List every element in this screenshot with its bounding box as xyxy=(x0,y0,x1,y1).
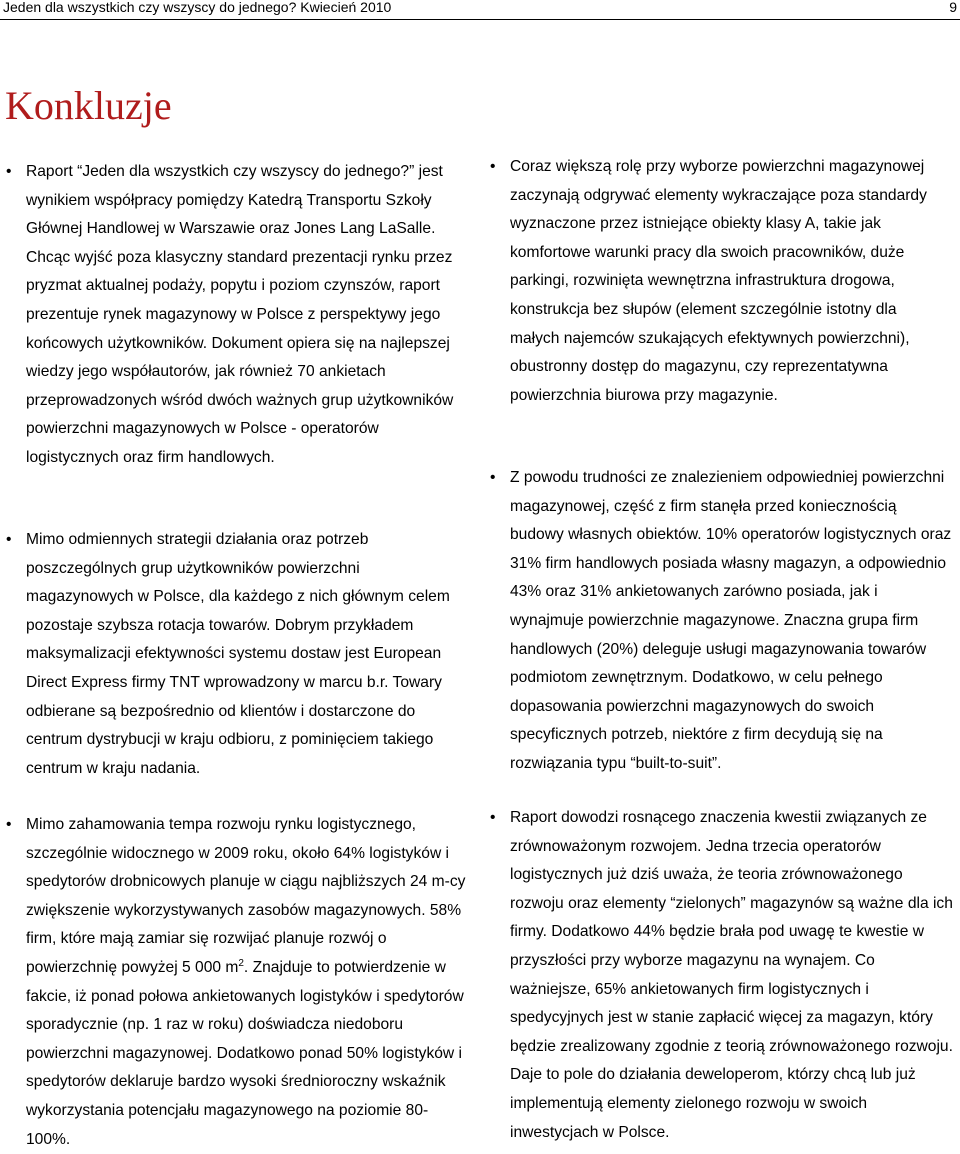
section-title: Konkluzje xyxy=(5,83,172,128)
bullet-text-part: . Znajduje to potwierdzenie w fakcie, iż ponad połowa ankietowanych logistyków i spedytorów sporadycznie (np. 1 raz w roku) doświadcza niedoboru powierzchni magazynowej. Dodatkowo ponad 50% logistyków i spedytorów deklaruje bardzo wysoki średnioroczny wskaźnik wykorzystania potencjału magazynowego na poziomie 80-100%. xyxy=(26,958,464,1148)
bullet-marker: • xyxy=(490,469,496,486)
bullet-marker: • xyxy=(6,163,12,180)
bullet-text: Z powodu trudności ze znalezieniem odpowiedniej powierzchni magazynowej, część z firm stanęła przed koniecznością budowy własnych obiektów. 10% operatorów logistycznych oraz 31% firm handlowych posiada własny magazyn, a odpowiednio 43% oraz 31% ankietowanych zarówno posiada, jak i wynajmuje powierzchnie magazynowe. Znaczna grupa firm handlowych (20%) deleguje usługi magazynowania towarów podmiotom zewnętrznym. Dodatkowo, w celu pełnego dopasowania powierzchni magazynowych do swoich specyficznych potrzeb, niektóre z firm decydują się na rozwiązania typu “built-to-suit”. xyxy=(510,469,952,772)
bullet-text: Coraz większą rolę przy wyborze powierzchni magazynowej zaczynają odgrywać elementy wykraczające poza standardy wyznaczone przez istniejące obiekty klasy A, takie jak komfortowe warunki pracy dla swoich pracowników, duże parkingi, rozwinięta wewnętrzna infrastruktura drogowa, konstrukcja bez słupów (element szczególnie istotny dla małych najemców szukających efektywnych powierzchni), obustronny dostęp do magazynu, czy reprezentatywna powierzchnia biurowa przy magazynie. xyxy=(510,158,927,404)
bullet-text: Raport dowodzi rosnącego znaczenia kwestii związanych ze zrównoważonym rozwojem. Jedna trzecia operatorów logistycznych już dziś uważa, że teoria zrównoważonego rozwoju oraz elementy “zielonych” magazynów są ważne dla ich firmy. Dodatkowo 44% będzie brała pod uwagę te kwestie w przyszłości przy wyborze magazynu na wynajem. Co ważniejsze, 65% ankietowanych firm logistycznych i spedycyjnych jest w stanie zapłacić więcej za magazyn, który będzie zrealizowany zgodnie z teorią zrównoważonego rozwoju. Daje to pole do działania deweloperom, którzy chcą lub już implementują elementy zielonego rozwoju w swoich inwestycjach w Polsce. xyxy=(510,809,953,1141)
page-number: 9 xyxy=(949,0,957,15)
bullet-marker: • xyxy=(490,809,496,826)
bullet-sustainability xyxy=(490,804,954,1147)
running-header xyxy=(0,0,960,20)
bullet-warehouse-selection xyxy=(490,153,950,410)
bullet-marker: • xyxy=(490,158,496,175)
bullet-goods-rotation xyxy=(6,526,466,783)
bullet-text: Raport “Jeden dla wszystkich czy wszyscy do jednego?” jest wynikiem współpracy pomiędzy Katedrą Transportu Szkoły Głównej Handlowej w Warszawie oraz Jones Lang LaSalle. Chcąc wyjść poza klasyczny standard prezentacji rynku przez pryzmat aktualnej podaży, popytu i poziom czynszów, raport prezentuje rynek magazynowy w Polsce z perspektywy jego końcowych użytkowników. Dokument opiera się na najlepszej wiedzy jego współautorów, jak również 70 ankietach przeprowadzonych wśród dwóch ważnych grup użytkowników powierzchni magazynowych w Polsce - operatorów logistycznych oraz firm handlowych. xyxy=(26,163,454,466)
bullet-text-part: Mimo zahamowania tempa rozwoju rynku logistycznego, szczególnie widocznego w 2009 roku, około 64% logistyków i spedytorów drobnicowych planuje w ciągu najbliższych 24 m-cy zwiększenie wykorzystywanych zasobów magazynowych. 58% firm, które mają zamiar się rozwijać planuje rozwój o powierzchnię powyżej 5 000 m xyxy=(26,816,466,976)
superscript-unit: 2 xyxy=(238,957,244,969)
bullet-marker: • xyxy=(6,531,12,548)
bullet-market-growth xyxy=(6,811,466,1154)
bullet-report-origin xyxy=(6,158,456,473)
bullet-marker: • xyxy=(6,816,12,833)
bullet-own-facilities xyxy=(490,464,954,779)
header-title: Jeden dla wszystkich czy wszyscy do jednego? Kwiecień 2010 xyxy=(3,0,392,15)
bullet-text: Mimo odmiennych strategii działania oraz potrzeb poszczególnych grup użytkowników powierzchni magazynowych w Polsce, dla każdego z nich głównym celem pozostaje szybsza rotacja towarów. Dobrym przykładem maksymalizacji efektywności systemu dostaw jest European Direct Express firmy TNT wprowadzony w marcu b.r. Towary odbierane są bezpośrednio od klientów i dostarczone do centrum dystrybucji w kraju odbioru, z pominięciem takiego centrum w kraju nadania. xyxy=(26,531,450,777)
bullet-text xyxy=(6,811,466,1154)
